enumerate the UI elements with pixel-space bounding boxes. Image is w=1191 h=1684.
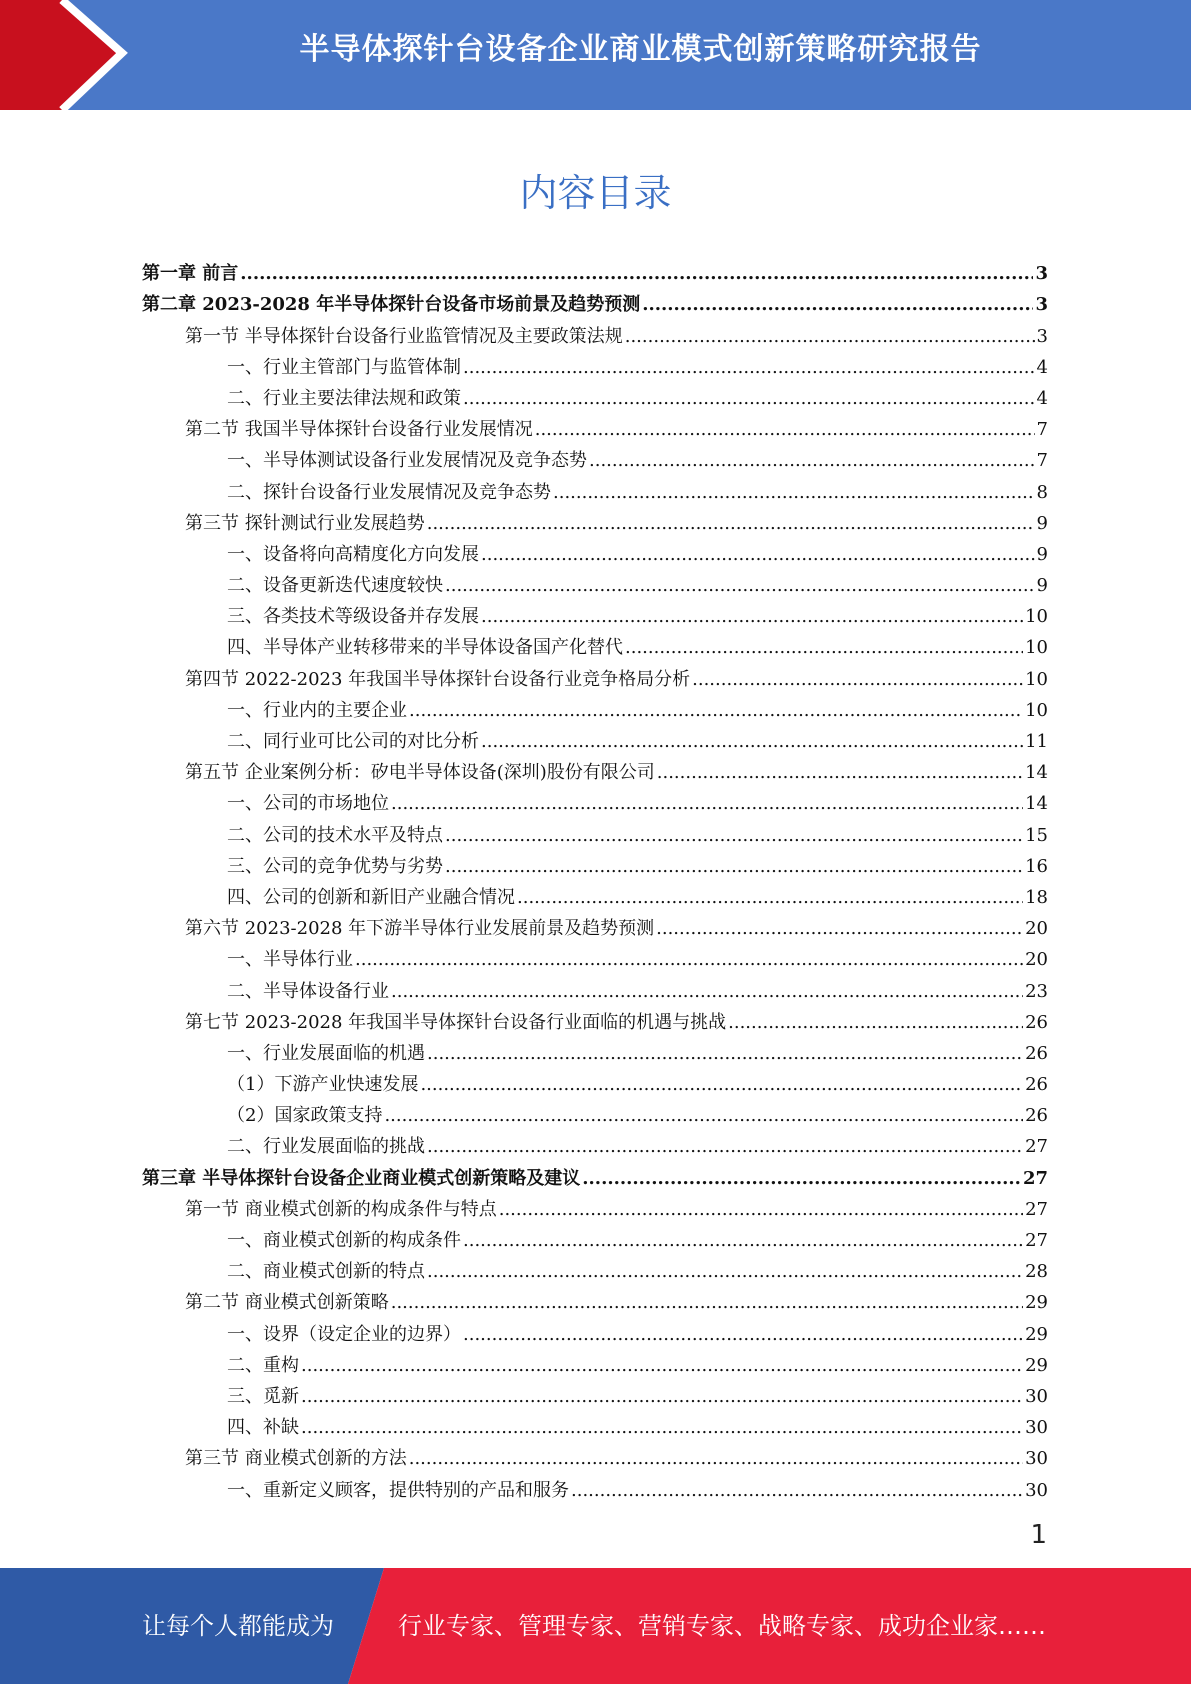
toc-entry[interactable]	[142, 1003, 1048, 1034]
toc-entry-label: 二、公司的技术水平及特点	[227, 824, 443, 846]
header-band	[0, 0, 1191, 110]
header-chevron-logo	[0, 0, 160, 110]
toc-entry[interactable]	[142, 1346, 1048, 1377]
toc-entry[interactable]	[142, 628, 1048, 659]
toc-entry-page: 10	[1025, 668, 1048, 690]
toc-entry-label: 一、设备将向高精度化方向发展	[227, 543, 479, 565]
toc-entry[interactable]	[142, 410, 1048, 441]
toc-entry-page: 3	[1035, 263, 1048, 285]
toc-entry[interactable]	[142, 379, 1048, 410]
toc-entry-page: 8	[1036, 481, 1048, 503]
toc-entry-page: 15	[1025, 824, 1048, 846]
toc-entry-label: （2）国家政策支持	[227, 1105, 383, 1127]
toc-leader-dots	[409, 700, 1023, 722]
toc-entry-page: 3	[1035, 294, 1048, 316]
report-title: 半导体探针台设备企业商业模式创新策略研究报告	[299, 32, 982, 67]
toc-entry[interactable]	[142, 1127, 1048, 1158]
toc-entry-label: 四、补缺	[227, 1417, 299, 1439]
toc-entry[interactable]	[142, 940, 1048, 971]
toc-entry-page: 4	[1036, 387, 1048, 409]
toc-entry-label: 一、行业主管部门与监管体制	[227, 356, 461, 378]
toc-entry-label: 第一节 半导体探针台设备行业监管情况及主要政策法规	[185, 325, 623, 347]
toc-entry-page: 20	[1025, 918, 1048, 940]
toc-entry-page: 14	[1025, 762, 1048, 784]
toc-entry-page: 26	[1025, 1011, 1048, 1033]
footer-slogan-right: 行业专家、管理专家、营销专家、战略专家、成功企业家……	[398, 1612, 1046, 1640]
toc-entry-page: 10	[1025, 699, 1048, 721]
toc-entry[interactable]	[142, 909, 1048, 940]
toc-leader-dots	[301, 1355, 1023, 1377]
toc-entry[interactable]	[142, 566, 1048, 597]
toc-leader-dots	[656, 918, 1023, 940]
toc-entry-label: 第二章 2023-2028 年半导体探针台设备市场前景及趋势预测	[142, 294, 641, 316]
toc-entry-label: 四、半导体产业转移带来的半导体设备国产化替代	[227, 637, 623, 659]
toc-entry-label: 第二节 我国半导体探针台设备行业发展情况	[185, 419, 533, 441]
toc-entry-label: 第五节 企业案例分析：矽电半导体设备(深圳)股份有限公司	[185, 762, 655, 784]
toc-entry[interactable]	[142, 753, 1048, 784]
toc-entry-page: 27	[1025, 1230, 1048, 1251]
toc-entry-page: 18	[1025, 886, 1048, 908]
toc-entry[interactable]	[142, 1439, 1048, 1470]
toc-leader-dots	[355, 949, 1023, 971]
toc-entry-label: 第三章 半导体探针台设备企业商业模式创新策略及建议	[142, 1167, 581, 1189]
toc-entry-page: 9	[1036, 512, 1048, 534]
toc-entry-label: 一、公司的市场地位	[227, 793, 389, 815]
toc-entry-label: 一、重新定义顾客，提供特别的产品和服务	[227, 1479, 569, 1501]
toc-leader-dots	[409, 1448, 1023, 1470]
toc-leader-dots	[625, 326, 1035, 348]
toc-entry[interactable]	[142, 348, 1048, 379]
toc-entry-label: 四、公司的创新和新旧产业融合情况	[227, 886, 515, 908]
toc-entry[interactable]	[142, 1314, 1048, 1345]
toc-entry-page: 20	[1025, 949, 1048, 971]
toc-entry-page: 27	[1025, 1136, 1048, 1158]
toc-entry-label: 第四节 2022-2023 年我国半导体探针台设备行业竞争格局分析	[185, 668, 691, 690]
toc-leader-dots	[427, 1043, 1023, 1065]
toc-entry-page: 30	[1025, 1385, 1048, 1407]
toc-entry-label: 第三节 探针测试行业发展趋势	[185, 512, 425, 534]
toc-entry[interactable]	[142, 254, 1048, 285]
toc-leader-dots	[728, 1012, 1023, 1034]
toc-entry-page: 9	[1036, 575, 1048, 597]
toc-entry[interactable]	[142, 691, 1048, 722]
toc-entry-page: 11	[1025, 731, 1048, 752]
toc-entry-label: 一、行业发展面临的机遇	[227, 1042, 425, 1064]
toc-entry[interactable]	[142, 659, 1048, 690]
toc-entry[interactable]	[142, 1190, 1048, 1221]
toc-entry-page: 9	[1036, 543, 1048, 565]
toc-leader-dots	[517, 887, 1023, 909]
footer-slogan-left: 让每个人都能成为	[142, 1612, 334, 1640]
toc-entry-label: 二、探针台设备行业发展情况及竞争态势	[227, 481, 551, 503]
toc-leader-dots	[391, 793, 1023, 815]
toc-entry-label: 一、半导体测试设备行业发展情况及竞争态势	[227, 450, 587, 472]
toc-entry-page: 30	[1025, 1448, 1048, 1470]
toc-entry[interactable]	[142, 597, 1048, 628]
toc-leader-dots	[535, 419, 1035, 441]
toc-entry-page: 30	[1025, 1417, 1048, 1439]
toc-entry-label: 三、各类技术等级设备并存发展	[227, 606, 479, 628]
toc-entry[interactable]	[142, 878, 1048, 909]
toc-entry[interactable]	[142, 1158, 1048, 1189]
toc-entry-label: 第一章 前言	[142, 263, 239, 285]
toc-entry-page: 26	[1025, 1074, 1048, 1096]
toc-heading: 内容目录	[519, 171, 672, 215]
toc-entry-page: 29	[1025, 1354, 1048, 1376]
toc-leader-dots	[427, 1136, 1023, 1158]
toc-entry-page: 4	[1036, 356, 1048, 378]
toc-entry-label: 二、行业发展面临的挑战	[227, 1136, 425, 1158]
toc-leader-dots	[481, 606, 1023, 628]
toc-entry[interactable]	[142, 784, 1048, 815]
toc-entry[interactable]	[142, 847, 1048, 878]
toc-leader-dots	[427, 513, 1035, 535]
toc-entry-label: 二、行业主要法律法规和政策	[227, 387, 461, 409]
toc-leader-dots	[463, 1230, 1023, 1252]
table-of-contents	[142, 254, 1048, 1502]
toc-entry-label: 第二节 商业模式创新策略	[185, 1292, 389, 1314]
toc-leader-dots	[582, 1168, 1021, 1190]
toc-leader-dots	[625, 637, 1023, 659]
toc-entry-page: 28	[1025, 1261, 1048, 1283]
toc-leader-dots	[240, 263, 1033, 285]
toc-entry[interactable]	[142, 971, 1048, 1002]
toc-leader-dots	[463, 1324, 1023, 1346]
toc-entry-page: 16	[1025, 855, 1048, 877]
toc-entry-page: 7	[1036, 419, 1048, 441]
toc-leader-dots	[657, 762, 1023, 784]
toc-leader-dots	[391, 1292, 1023, 1314]
toc-entry[interactable]	[142, 504, 1048, 535]
toc-entry-label: 第七节 2023-2028 年我国半导体探针台设备行业面临的机遇与挑战	[185, 1011, 727, 1033]
toc-entry-page: 23	[1025, 980, 1048, 1002]
toc-leader-dots	[499, 1199, 1023, 1221]
toc-leader-dots	[445, 856, 1023, 878]
toc-entry-label: 第一节 商业模式创新的构成条件与特点	[185, 1198, 497, 1220]
toc-entry-page: 30	[1025, 1479, 1048, 1501]
toc-entry[interactable]	[142, 722, 1048, 753]
toc-entry-label: 二、商业模式创新的特点	[227, 1261, 425, 1283]
toc-leader-dots	[301, 1417, 1023, 1439]
toc-entry[interactable]	[142, 815, 1048, 846]
toc-entry-label: 第六节 2023-2028 年下游半导体行业发展前景及趋势预测	[185, 918, 655, 940]
toc-entry[interactable]	[142, 316, 1048, 347]
toc-entry[interactable]	[142, 1470, 1048, 1501]
footer-band	[0, 1568, 1191, 1684]
toc-entry-page: 3	[1036, 325, 1048, 347]
toc-leader-dots	[463, 357, 1035, 379]
toc-entry[interactable]	[142, 472, 1048, 503]
toc-entry[interactable]	[142, 441, 1048, 472]
toc-entry[interactable]	[142, 285, 1048, 316]
toc-entry[interactable]	[142, 1408, 1048, 1439]
toc-entry-page: 27	[1025, 1198, 1048, 1220]
toc-entry-page: 26	[1025, 1042, 1048, 1064]
toc-leader-dots	[391, 981, 1023, 1003]
toc-leader-dots	[553, 482, 1035, 504]
toc-entry[interactable]	[142, 1034, 1048, 1065]
toc-leader-dots	[445, 575, 1035, 597]
toc-entry-page: 7	[1036, 450, 1048, 472]
toc-leader-dots	[481, 731, 1023, 753]
toc-entry[interactable]	[142, 1096, 1048, 1127]
toc-leader-dots	[642, 294, 1033, 316]
toc-entry-page: 10	[1025, 606, 1048, 628]
toc-leader-dots	[384, 1105, 1023, 1127]
toc-entry-label: 三、觅新	[227, 1385, 299, 1407]
toc-entry-page: 10	[1025, 637, 1048, 659]
toc-leader-dots	[427, 1261, 1023, 1283]
toc-leader-dots	[692, 669, 1023, 691]
toc-leader-dots	[445, 825, 1023, 847]
toc-entry-page: 26	[1025, 1105, 1048, 1127]
toc-entry-label: 二、同行业可比公司的对比分析	[227, 731, 479, 752]
toc-entry[interactable]	[142, 1252, 1048, 1283]
toc-entry-label: 一、商业模式创新的构成条件	[227, 1230, 461, 1251]
toc-entry-page: 27	[1022, 1167, 1048, 1189]
toc-entry-page: 14	[1025, 793, 1048, 815]
toc-entry-page: 29	[1025, 1292, 1048, 1314]
toc-leader-dots	[571, 1480, 1023, 1502]
toc-entry-label: 一、半导体行业	[227, 949, 353, 971]
toc-entry[interactable]	[142, 1283, 1048, 1314]
page-number: 1	[1030, 1520, 1047, 1550]
toc-entry-label: 二、半导体设备行业	[227, 980, 389, 1002]
toc-leader-dots	[589, 450, 1035, 472]
toc-entry[interactable]	[142, 535, 1048, 566]
toc-leader-dots	[301, 1386, 1023, 1408]
toc-entry-label: 一、行业内的主要企业	[227, 699, 407, 721]
toc-entry-label: （1）下游产业快速发展	[227, 1074, 419, 1096]
toc-entry-page: 29	[1025, 1323, 1048, 1345]
toc-entry-label: 二、设备更新迭代速度较快	[227, 575, 443, 597]
toc-entry-label: 一、设界（设定企业的边界）	[227, 1323, 461, 1345]
toc-leader-dots	[420, 1074, 1023, 1096]
toc-entry[interactable]	[142, 1221, 1048, 1252]
toc-leader-dots	[463, 388, 1035, 410]
toc-entry-label: 二、重构	[227, 1354, 299, 1376]
toc-entry[interactable]	[142, 1065, 1048, 1096]
toc-entry-label: 第三节 商业模式创新的方法	[185, 1448, 407, 1470]
toc-leader-dots	[481, 544, 1035, 566]
toc-entry-label: 三、公司的竞争优势与劣势	[227, 855, 443, 877]
toc-entry[interactable]	[142, 1377, 1048, 1408]
